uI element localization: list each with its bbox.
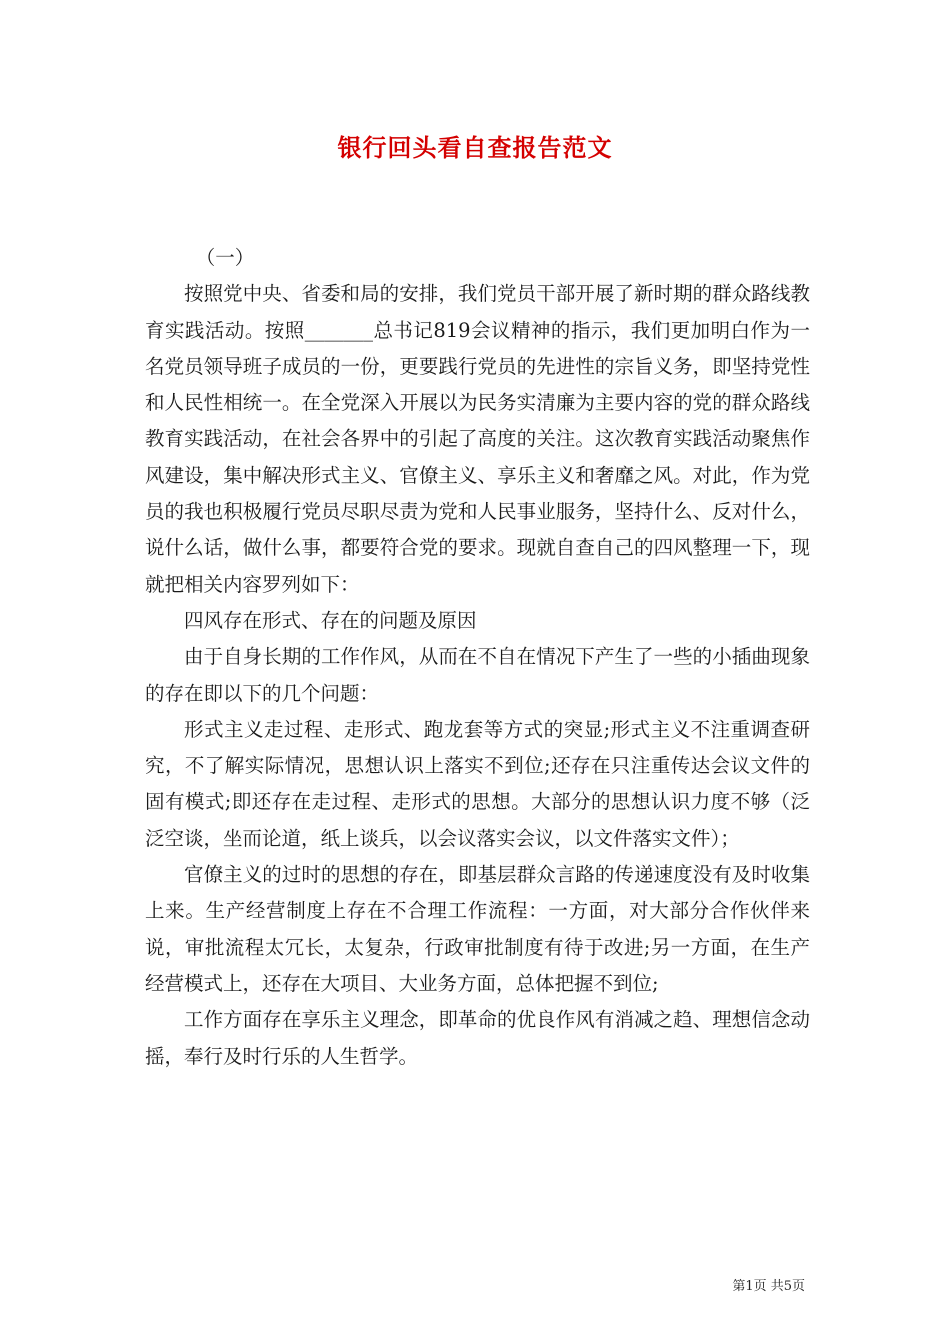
section-heading: 四风存在形式、存在的问题及原因 xyxy=(184,608,477,632)
paragraph-formalism: 形式主义走过程、走形式、跑龙套等方式的突显;形式主义不注重调查研究，不了解实际情况，思想认识上落实不到位;还存在只注重传达会议文件的固有模式;即还存在走过程、走形式的思想。大部分的思想认识力度不够（泛泛空谈，坐而论道，纸上谈兵，以会议落实会议，以文件落实文件）； xyxy=(145,717,810,850)
page-number-footer: 第1页 共5页 xyxy=(732,1279,805,1294)
document-body xyxy=(145,240,810,1075)
paragraph-bureaucracy: 官僚主义的过时的思想的存在，即基层群众言路的传递速度没有及时收集上来。生产经营制度上存在不合理工作流程：一方面，对大部分合作伙伴来说，审批流程太冗长，太复杂，行政审批制度有待于改进;另一方面，在生产经营模式上，还存在大项目、大业务方面，总体把握不到位; xyxy=(145,863,810,995)
document-title: 银行回头看自查报告范文 xyxy=(337,133,613,162)
paragraph-hedonism: 工作方面存在享乐主义理念，即革命的优良作风有消减之趋、理想信念动摇，奉行及时行乐的人生哲学。 xyxy=(145,1008,810,1068)
section-marker: （一） xyxy=(195,246,255,269)
paragraph-intro: 按照党中央、省委和局的安排，我们党员干部开展了新时期的群众路线教育实践活动。按照_______总书记819会议精神的指示，我们更加明白作为一名党员领导班子成员的一份，更要践行党员的先进性的宗旨义务，即坚持党性和人民性相统一。在全党深入开展以为民务实清廉为主要内容的党的群众路线教育实践活动，在社会各界中的引起了高度的关注。这次教育实践活动聚焦作风建设，集中解决形式主义、官僚主义、享乐主义和奢靡之风。对此，作为党员的我也积极履行党员尽职尽责为党和人民事业服务，坚持什么、反对什么，说什么话，做什么事，都要符合党的要求。现就自查自己的四风整理一下，现就把相关内容罗列如下： xyxy=(145,282,810,596)
paragraph-problems-intro: 由于自身长期的工作作风，从而在不自在情况下产生了一些的小插曲现象的存在即以下的几个问题： xyxy=(145,645,810,705)
